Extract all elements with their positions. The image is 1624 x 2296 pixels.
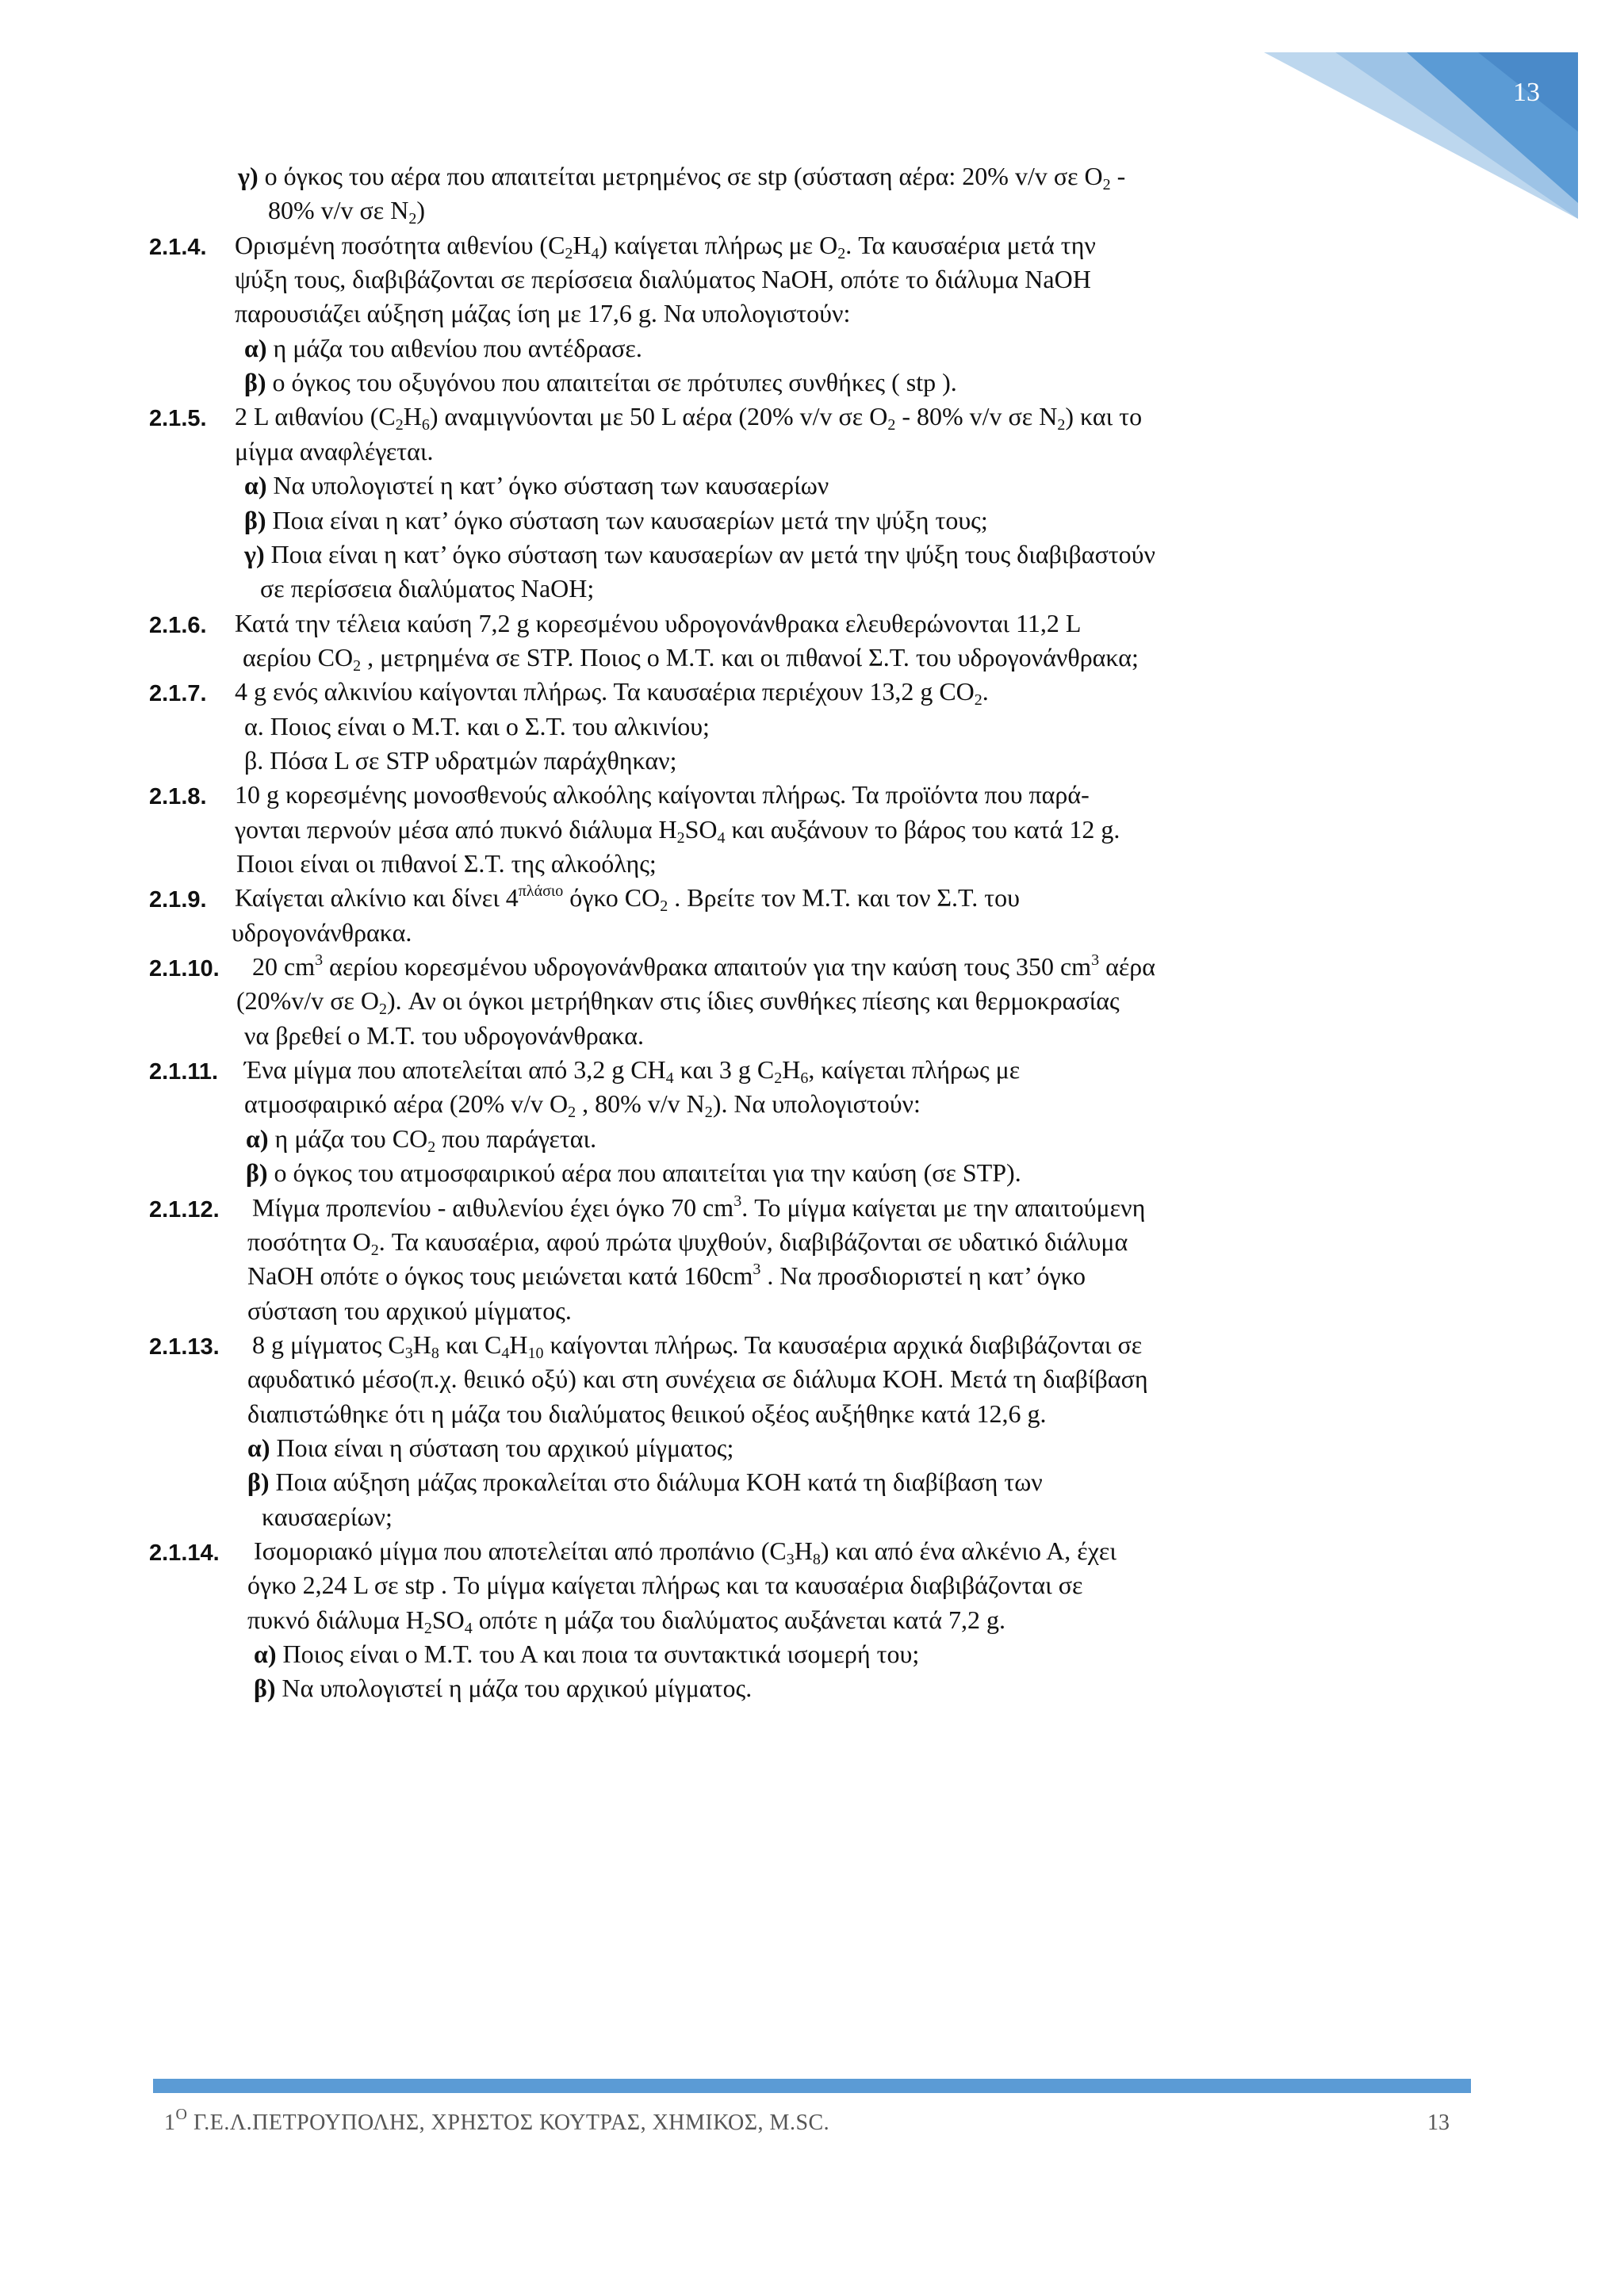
text-run: αερίου κορεσμένου υδρογονάνθρακα απαιτούν για την καύση τους 350 cm	[323, 952, 1092, 982]
problem-line	[244, 1086, 921, 1121]
text-run: Ισομοριακό μίγμα που αποτελείται από προπάνιο (C	[254, 1536, 787, 1565]
text-run: ). Να υπολογιστούν:	[712, 1089, 921, 1119]
text-run: α. Ποιος είναι ο Μ.Τ. και ο Σ.Τ. του αλκινίου;	[244, 711, 710, 740]
text-run: σύσταση του αρχικού μίγματος.	[247, 1295, 572, 1325]
problem-line	[254, 1670, 752, 1705]
text-run: ο όγκος του αέρα που απαιτείται μετρημένος σε stp (σύσταση αέρα: 20% v/v σε O	[258, 162, 1103, 190]
superscript: 3	[753, 1261, 761, 1279]
text-run: να βρεθεί ο Μ.Τ. του υδρογονάνθρακα.	[244, 1020, 645, 1050]
text-run: H	[403, 402, 422, 431]
text-run: 4 g ενός αλκινίου καίγονται πλήρως. Τα καυσαέρια περιέχουν 13,2 g CO	[235, 677, 975, 706]
text-run: πυκνό διάλυμα H	[247, 1605, 424, 1634]
text-run: SO	[431, 1605, 465, 1634]
text-run: )	[416, 196, 425, 225]
text-run: όγκο 2,24 L σε stp . Το μίγμα καίγεται πλήρως και τα καυσαέρια διαβιβάζονται σε	[247, 1571, 1083, 1600]
problem-line	[235, 228, 1096, 262]
footer-text-rest: Γ.Ε.Λ.ΠΕΤΡΟΥΠΟΛΗΣ, ΧΡΗΣΤΟΣ ΚΟΥΤΡΑΣ, ΧΗΜΙΚΟΣ, M.SC.	[187, 2110, 830, 2135]
problem-line	[244, 365, 957, 400]
problem-line	[236, 846, 657, 881]
text-run: H	[573, 230, 592, 259]
problem-line	[235, 434, 434, 469]
item-label: α)	[246, 1123, 269, 1153]
text-run: ποσότητα O	[247, 1226, 371, 1256]
subscript: 4	[464, 1619, 473, 1637]
text-run: Καίγεται αλκίνιο και δίνει 4	[235, 883, 519, 913]
subscript: 2	[568, 1104, 576, 1122]
problem-number: 2.1.14.	[149, 1540, 220, 1566]
text-run: - 80% v/v σε N	[895, 402, 1058, 431]
problem-number: 2.1.11.	[149, 1059, 219, 1085]
text-run: . Τα καυσαέρια, αφού πρώτα ψυχθούν, διαβιβάζονται σε υδατικό διάλυμα	[378, 1226, 1128, 1256]
subscript: 2	[395, 416, 404, 434]
subscript: 3	[786, 1551, 795, 1568]
problem-line	[235, 606, 1081, 641]
text-run: ατμοσφαιρικό αέρα (20% v/v O	[244, 1089, 569, 1119]
text-run: β. Πόσα L σε STP υδρατμών παράχθηκαν;	[244, 745, 677, 775]
header-page-number: 13	[1513, 78, 1540, 107]
problem-line	[252, 1327, 1142, 1362]
problem-number: 2.1.4.	[149, 234, 207, 260]
text-run: Ένα μίγμα που αποτελείται από 3,2 g CH	[244, 1055, 666, 1085]
problem-line	[246, 1121, 596, 1156]
subscript: 3	[404, 1344, 413, 1362]
subscript: 4	[717, 828, 726, 847]
text-run: 80% v/v σε N	[268, 196, 409, 225]
text-run: καίγονται πλήρως. Τα καυσαέρια αρχικά διαβιβάζονται σε	[543, 1330, 1143, 1359]
footer-text-prefix: 1	[164, 2110, 176, 2135]
text-run: 10 g κορεσμένης μονοσθενούς αλκοόλης καίγονται πλήρως. Τα προϊόντα που παρά-	[235, 780, 1090, 809]
text-run: ) αναμιγνύονται με 50 L αέρα (20% v/v σε O	[429, 402, 888, 431]
problem-line	[238, 159, 1125, 193]
text-run: σε περίσσεια διαλύματος NaOH;	[260, 574, 595, 603]
subscript: 2	[837, 244, 846, 262]
subscript: 2	[427, 1138, 436, 1156]
item-label: β)	[244, 368, 266, 397]
text-run: και 3 g C	[673, 1055, 775, 1085]
text-run: αέρα	[1099, 952, 1155, 982]
text-run: 2 L αιθανίου (C	[235, 402, 396, 431]
problem-line	[246, 1155, 1021, 1190]
subscript: 8	[431, 1344, 439, 1362]
problem-line	[244, 537, 1155, 572]
problem-line	[235, 399, 1142, 434]
problem-line	[244, 1052, 1020, 1087]
text-run: ψύξη τους, διαβιβάζονται σε περίσσεια διαλύματος NaOH, οπότε το διάλυμα NaOH	[235, 265, 1091, 294]
problem-number: 2.1.7.	[149, 681, 207, 707]
footer-text	[164, 2106, 830, 2136]
problem-number: 2.1.6.	[149, 612, 207, 638]
superscript: 3	[733, 1192, 742, 1210]
text-run: NaOH οπότε ο όγκος τους μειώνεται κατά 160cm	[247, 1261, 753, 1291]
text-run: Ποια αύξηση μάζας προκαλείται στο διάλυμα KOH κατά τη διαβίβαση των	[269, 1468, 1043, 1497]
problem-number: 2.1.13.	[149, 1334, 220, 1360]
subscript: 2	[565, 244, 573, 262]
text-run: -	[1110, 162, 1126, 190]
problem-number: 2.1.9.	[149, 887, 207, 913]
footer-page-number: 13	[1427, 2110, 1450, 2135]
text-run: (20%v/v σε O	[236, 986, 379, 1016]
subscript: 2	[774, 1070, 783, 1088]
subscript: 2	[887, 416, 896, 434]
text-run: ) και το	[1065, 402, 1143, 431]
subscript: 2	[353, 656, 362, 675]
text-run: ο όγκος του οξυγόνου που απαιτείται σε πρότυπες συνθήκες ( stp ).	[266, 368, 957, 397]
text-run: 20 cm	[252, 952, 316, 982]
problem-line	[247, 1430, 733, 1465]
text-run: Ποια είναι η κατ’ όγκο σύσταση των καυσαερίων μετά την ψύξη τους;	[266, 505, 988, 534]
problem-line	[232, 915, 412, 950]
problem-number: 2.1.8.	[149, 784, 207, 810]
problem-line	[244, 503, 988, 538]
problem-line	[235, 880, 1020, 915]
problem-line	[235, 812, 1120, 847]
text-run: αερίου CO	[243, 642, 354, 672]
text-run: παρουσιάζει αύξηση μάζας ίση με 17,6 g. Να υπολογιστούν:	[235, 299, 851, 328]
problem-line	[247, 1396, 1046, 1431]
subscript: 4	[665, 1070, 674, 1088]
subscript: 2	[660, 897, 668, 916]
subscript: 4	[501, 1344, 510, 1362]
text-run: που παράγεται.	[435, 1123, 597, 1153]
item-label: β)	[247, 1468, 270, 1497]
subscript: 8	[812, 1551, 821, 1568]
text-run: ). Αν οι όγκοι μετρήθηκαν στις ίδιες συνθήκες πίεσης και θερμοκρασίας	[387, 986, 1120, 1016]
subscript: 2	[676, 828, 685, 847]
text-run: Να υπολογιστεί η μάζα του αρχικού μίγματος.	[275, 1674, 753, 1703]
problem-number: 2.1.10.	[149, 956, 220, 982]
subscript: 2	[423, 1619, 432, 1637]
text-run: ) καίγεται πλήρως με O	[599, 230, 838, 259]
problem-line	[235, 777, 1090, 812]
text-run: H	[782, 1055, 801, 1085]
item-label: γ)	[244, 539, 265, 568]
problem-line	[236, 983, 1120, 1018]
superscript: 3	[315, 951, 324, 970]
text-run: Ποιοι είναι οι πιθανοί Σ.Τ. της αλκοόλης;	[236, 849, 657, 878]
text-run: ο όγκος του ατμοσφαιρικού αέρα που απαιτείται για την καύση (σε STP).	[267, 1158, 1021, 1188]
item-label: γ)	[238, 162, 259, 190]
text-run: .	[982, 677, 989, 706]
subscript: 6	[421, 416, 430, 434]
problem-line	[235, 674, 989, 709]
problem-line	[254, 1636, 919, 1671]
text-run: αφυδατικό μέσο(π.χ. θειικό οξύ) και στη συνέχεια σε διάλυμα KOH. Μετά τη διαβίβαση	[247, 1364, 1148, 1394]
text-run: . Τα καυσαέρια μετά την	[845, 230, 1096, 259]
text-run: Να υπολογιστεί η κατ’ όγκο σύσταση των καυσαερίων	[266, 471, 829, 500]
problem-line	[244, 331, 642, 365]
superscript: πλάσιο	[518, 882, 564, 901]
problem-line	[244, 1018, 644, 1053]
superscript: 3	[1091, 951, 1100, 970]
problem-line	[247, 1567, 1082, 1602]
problem-line	[247, 1464, 1043, 1499]
problem-line	[262, 1499, 393, 1534]
text-run: διαπιστώθηκε ότι η μάζα του διαλύματος θειικού οξέος αυξήθηκε κατά 12,6 g.	[247, 1399, 1047, 1428]
text-run: μίγμα αναφλέγεται.	[235, 436, 434, 465]
text-run: . Το μίγμα καίγεται με την απαιτούμενη	[741, 1192, 1146, 1222]
text-run: όγκο CO	[563, 883, 661, 913]
subscript: 4	[591, 244, 599, 262]
problem-line	[244, 709, 710, 744]
subscript: 10	[527, 1344, 544, 1362]
problem-line	[247, 1361, 1148, 1396]
problem-line	[247, 1258, 1086, 1293]
footer-rule	[153, 2079, 1471, 2093]
text-run: , μετρημένα σε STP. Ποιος ο Μ.Τ. και οι πιθανοί Σ.Τ. του υδρογονάνθρακα;	[361, 642, 1139, 672]
text-run: Μίγμα προπενίου - αιθυλενίου έχει όγκο 70 cm	[252, 1192, 734, 1222]
subscript: 2	[704, 1104, 713, 1122]
text-run: η μάζα του CO	[268, 1123, 428, 1153]
text-run: SO	[684, 814, 718, 844]
subscript: 2	[379, 1001, 387, 1019]
text-run: και αυξάνουν το βάρος του κατά 12 g.	[725, 814, 1120, 844]
subscript: 2	[1102, 176, 1111, 193]
problem-line	[243, 640, 1139, 675]
subscript: 2	[1057, 416, 1066, 434]
text-run: . Βρείτε τον Μ.Τ. και τον Σ.Τ. του	[668, 883, 1020, 913]
text-run: 8 g μίγματος C	[252, 1330, 405, 1359]
item-label: β)	[254, 1674, 276, 1703]
text-run: , καίγεται πλήρως με	[808, 1055, 1021, 1085]
footer-text-sup: Ο	[175, 2106, 188, 2123]
item-label: α)	[244, 333, 267, 362]
text-run: Ορισμένη ποσότητα αιθενίου (C	[235, 230, 565, 259]
text-run: Ποιος είναι ο Μ.Τ. του Α και ποια τα συντακτικά ισομερή του;	[276, 1640, 920, 1669]
text-run: γονται περνούν μέσα από πυκνό διάλυμα H	[235, 814, 677, 844]
text-run: Ποια είναι η σύσταση του αρχικού μίγματος;	[270, 1433, 734, 1462]
text-run: Κατά την τέλεια καύση 7,2 g κορεσμένου υδρογονάνθρακα ελευθερώνονται 11,2 L	[235, 608, 1082, 637]
text-run: υδρογονάνθρακα.	[232, 917, 412, 947]
item-label: β)	[244, 505, 266, 534]
problem-number: 2.1.5.	[149, 406, 207, 432]
text-run: . Να προσδιοριστεί η κατ’ όγκο	[760, 1261, 1086, 1291]
subscript: 2	[974, 691, 982, 710]
item-label: α)	[244, 471, 267, 500]
problem-line	[235, 262, 1091, 297]
problem-line	[244, 468, 829, 503]
text-run: H	[509, 1330, 528, 1359]
text-run: η μάζα του αιθενίου που αντέδρασε.	[266, 333, 642, 362]
problem-line	[268, 193, 425, 228]
problem-line	[244, 743, 677, 778]
problem-line	[247, 1293, 572, 1328]
problem-line	[252, 949, 1155, 984]
text-run: και C	[439, 1330, 502, 1359]
text-run: H	[794, 1536, 813, 1565]
subscript: 2	[370, 1241, 379, 1259]
problem-line	[254, 1533, 1116, 1568]
text-run: H	[412, 1330, 431, 1359]
problem-line	[247, 1224, 1128, 1259]
item-label: α)	[254, 1640, 277, 1669]
text-run: , 80% v/v N	[576, 1089, 705, 1119]
text-run: οπότε η μάζα του διαλύματος αυξάνεται κατά 7,2 g.	[472, 1605, 1005, 1634]
text-run: καυσαερίων;	[262, 1502, 393, 1531]
problem-number: 2.1.12.	[149, 1196, 220, 1223]
text-run: Ποια είναι η κατ’ όγκο σύσταση των καυσαερίων αν μετά την ψύξη τους διαβιβαστούν	[264, 539, 1155, 568]
problem-line	[247, 1602, 1005, 1637]
problem-line	[252, 1190, 1145, 1225]
item-label: α)	[247, 1433, 270, 1462]
text-run: ) και από ένα αλκένιο Α, έχει	[820, 1536, 1116, 1565]
item-label: β)	[246, 1158, 268, 1188]
subscript: 2	[408, 210, 417, 228]
problem-line	[235, 296, 850, 331]
subscript: 6	[800, 1070, 809, 1088]
problem-line	[260, 571, 594, 606]
